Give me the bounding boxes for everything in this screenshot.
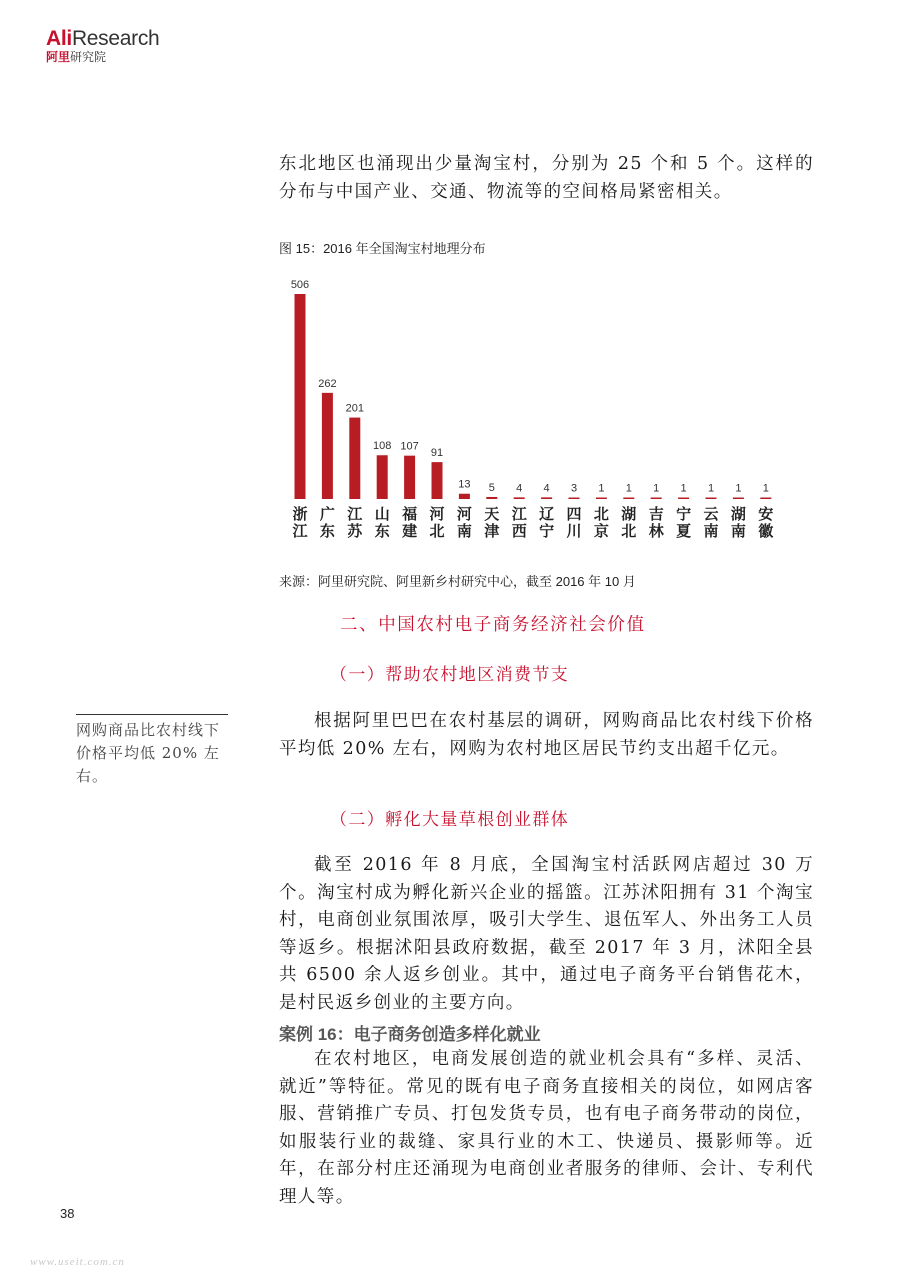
figure-caption: 图 15：2016 年全国淘宝村地理分布 — [279, 241, 486, 256]
category-label-9: 辽宁 — [539, 505, 555, 540]
bar-16 — [733, 498, 744, 500]
bar-10 — [569, 498, 580, 500]
case-heading: 案例 16：电子商务创造多样化就业 — [279, 1025, 541, 1044]
data-label-0: 506 — [290, 279, 310, 291]
data-label-4: 107 — [400, 440, 419, 453]
aliresearch-logo — [46, 28, 159, 64]
category-label-5: 河北 — [429, 505, 445, 540]
data-label-12: 1 — [625, 482, 632, 495]
category-label-6: 河南 — [456, 505, 472, 540]
category-label-3: 山东 — [374, 505, 390, 540]
logo-ali-text: Ali — [46, 27, 72, 50]
category-label-4: 福建 — [402, 505, 418, 540]
section-heading-2: 二、中国农村电子商务经济社会价值 — [340, 615, 646, 635]
bar-2 — [349, 418, 360, 499]
category-label-17: 安徽 — [758, 505, 774, 540]
data-label-11: 1 — [598, 482, 605, 495]
category-label-10: 四川 — [566, 505, 582, 540]
category-label-12: 湖北 — [621, 505, 637, 540]
bar-9 — [541, 497, 552, 499]
data-label-15: 1 — [707, 482, 715, 495]
watermark: www.useit.com.cn — [30, 1256, 125, 1268]
paragraph-consumption: 根据阿里巴巴在农村基层的调研，网购商品比农村线下价格平均低 20% 左右，网购为农村地区居民节约支出超千亿元。 — [279, 711, 814, 759]
data-label-17: 1 — [762, 482, 769, 495]
sidebar-note: 网购商品比农村线下价格平均低 20% 左右。 — [76, 721, 221, 785]
data-label-10: 3 — [570, 482, 578, 495]
bar-6 — [459, 494, 470, 499]
bar-1 — [322, 393, 333, 499]
data-label-3: 108 — [373, 440, 392, 453]
bar-4 — [404, 456, 415, 499]
bar-0 — [295, 294, 306, 499]
bar-8 — [514, 497, 525, 499]
data-label-5: 91 — [430, 447, 444, 460]
data-label-8: 4 — [516, 482, 523, 495]
data-label-13: 1 — [653, 482, 660, 495]
bar-17 — [760, 498, 771, 500]
taobao-village-bar-chart — [279, 262, 789, 567]
data-label-9: 4 — [543, 482, 550, 495]
bar-7 — [486, 497, 497, 499]
bar-13 — [651, 498, 662, 500]
category-label-16: 湖南 — [730, 505, 746, 540]
data-label-7: 5 — [488, 481, 495, 494]
sidebar-callout — [76, 714, 231, 788]
logo-cn-rest: 研究院 — [70, 50, 107, 64]
logo-research-text: Research — [71, 27, 160, 50]
category-label-13: 吉林 — [648, 505, 664, 540]
figure-source: 来源：阿里研究院、阿里新乡村研究中心，截至 2016 年 10 月 — [279, 574, 636, 589]
paragraph-employment: 在农村地区，电商发展创造的就业机会具有“多样、灵活、就近”等特征。常见的既有电子商务直接相关的岗位，如网店客服、营销推广专员、打包发货专员，也有电子商务带动的岗位，如服装行业的裁缝、家具行业的木工、快递员、摄影师等。近年，在部分村庄还涌现为电商创业者服务的律师、会计、专利代理人等。 — [279, 1049, 814, 1207]
intro-paragraph: 东北地区也涌现出少量淘宝村，分别为 25 个和 5 个。这样的分布与中国产业、交通、物流等的空间格局紧密相关。 — [279, 154, 814, 202]
category-label-0: 浙江 — [292, 505, 308, 540]
bar-12 — [623, 498, 634, 500]
bar-11 — [596, 498, 607, 500]
category-label-7: 天津 — [484, 505, 500, 540]
subsection-heading-2: （二）孵化大量草根创业群体 — [330, 810, 570, 830]
bar-5 — [432, 462, 443, 499]
data-label-1: 262 — [318, 377, 337, 390]
category-label-15: 云南 — [703, 505, 719, 540]
page-number: 38 — [60, 1206, 75, 1221]
paragraph-entrepreneurship: 截至 2016 年 8 月底，全国淘宝村活跃网店超过 30 万个。淘宝村成为孵化新兴企业的摇篮。江苏沭阳拥有 31 个淘宝村，电商创业氛围浓厚，吸引大学生、退伍军人、外出务工人员等返乡。根据沭阳县政府数据，截至 2017 年 3 月，沭阳全县共 6500 余人返乡创业。其中，通过电子商务平台销售花木，是村民返乡创业的主要方向。 — [279, 855, 814, 1013]
category-label-8: 江西 — [511, 505, 527, 540]
category-label-11: 北京 — [593, 505, 609, 540]
data-label-14: 1 — [680, 482, 687, 495]
data-label-16: 1 — [735, 482, 742, 495]
sidebar-rule — [76, 714, 228, 715]
category-label-2: 江苏 — [347, 505, 363, 540]
data-label-2: 201 — [345, 402, 364, 415]
category-label-14: 宁夏 — [676, 505, 692, 540]
logo-cn-brand: 阿里 — [46, 50, 71, 64]
bar-3 — [377, 455, 388, 499]
subsection-heading-1: （一）帮助农村地区消费节支 — [330, 665, 570, 685]
bar-14 — [678, 498, 689, 500]
category-label-1: 广东 — [319, 505, 335, 540]
bar-15 — [706, 498, 717, 500]
data-label-6: 13 — [458, 478, 471, 491]
